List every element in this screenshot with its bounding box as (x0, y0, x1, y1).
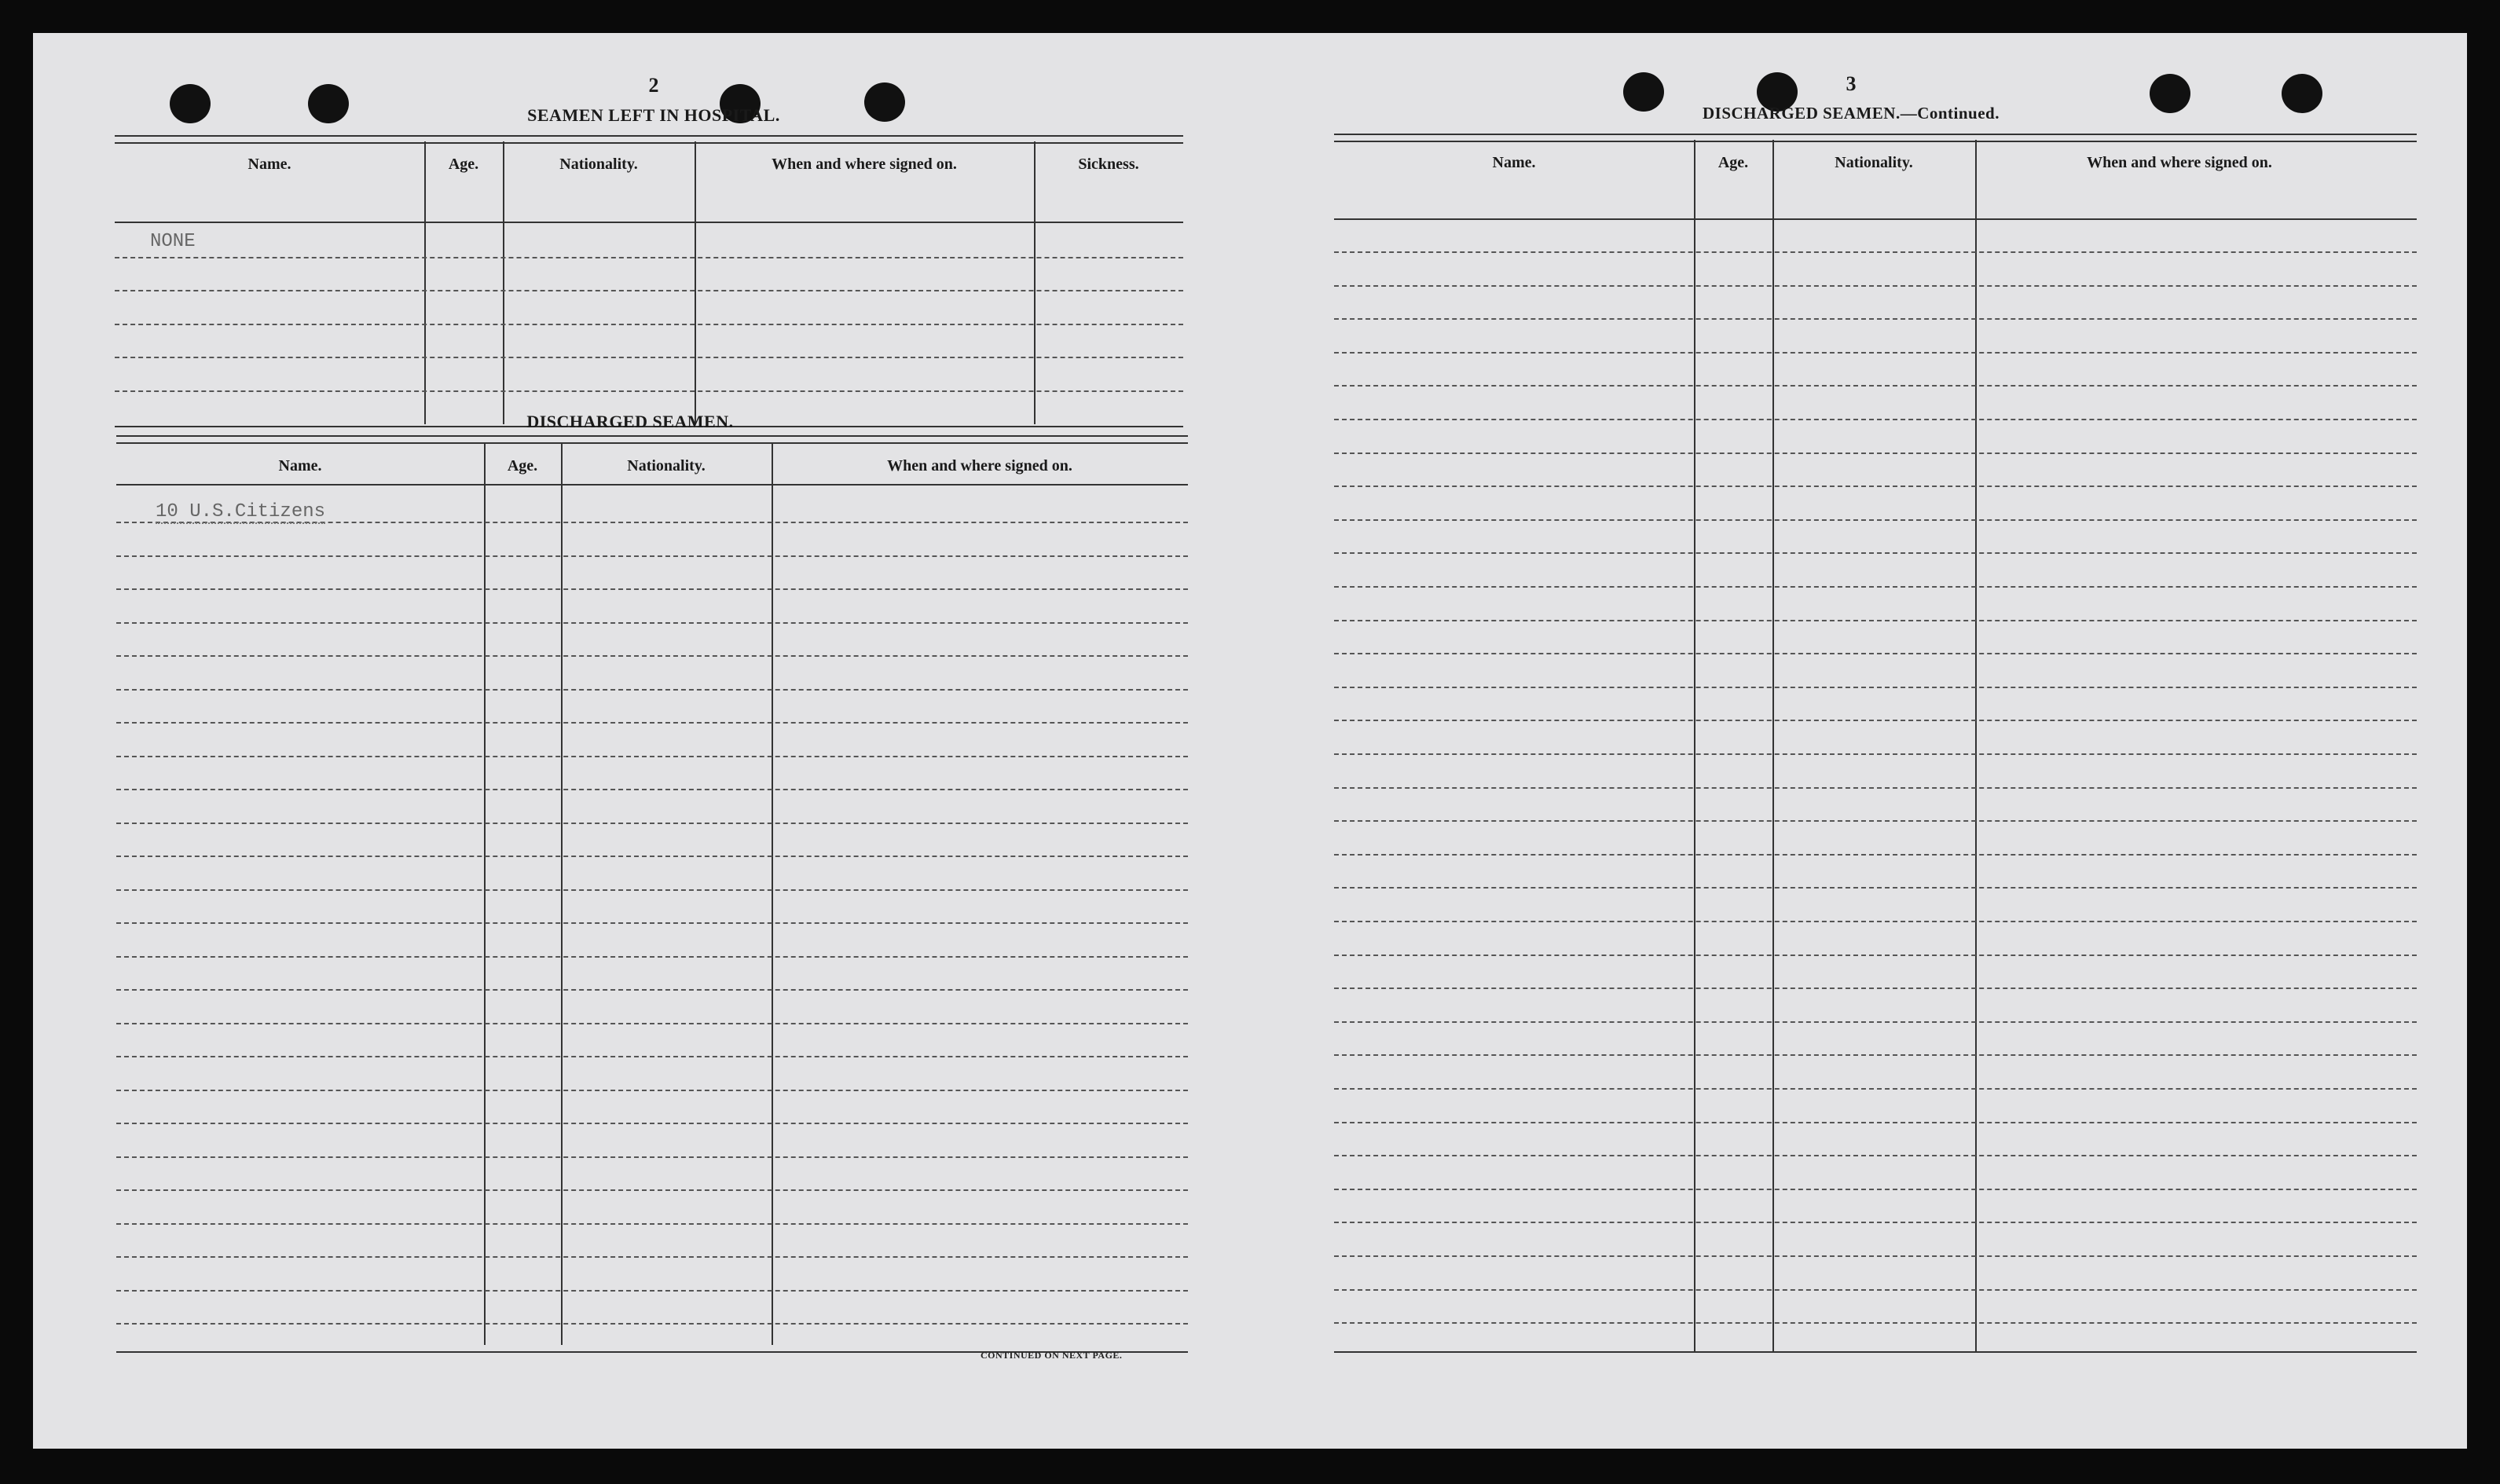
punch-hole (308, 84, 349, 123)
ruled-line (1334, 955, 2417, 956)
ruled-line (116, 756, 1188, 757)
col-header-name: Name. (1492, 154, 1536, 171)
ruled-line (1334, 887, 2417, 889)
ruled-line (116, 722, 1188, 724)
ruled-line (116, 1189, 1188, 1191)
ruled-line (116, 1123, 1188, 1124)
ruled-line (1334, 687, 2417, 688)
hospital-section-title: SEAMEN LEFT IN HOSPITAL. (527, 105, 780, 125)
ruled-line (116, 1256, 1188, 1258)
ruled-line (1334, 1155, 2417, 1156)
ruled-line (116, 622, 1188, 624)
ruled-line (116, 1323, 1188, 1325)
discharged-section-title: DISCHARGED SEAMEN. (526, 412, 734, 431)
ruled-line (1334, 753, 2417, 755)
col-header-age: Age. (507, 457, 538, 475)
col-header-nationality: Nationality. (1835, 154, 1913, 171)
discharged-continued-table (1334, 134, 2417, 1391)
ruled-line (1334, 1189, 2417, 1190)
ruled-line (1334, 318, 2417, 320)
ruled-line (116, 655, 1188, 657)
ruled-line (1334, 419, 2417, 420)
col-header-signed-on: When and where signed on. (2087, 154, 2272, 171)
ruled-line (116, 1223, 1188, 1225)
ruled-line (1334, 921, 2417, 922)
ruled-line (1334, 1088, 2417, 1090)
ruled-line (116, 1290, 1188, 1292)
ruled-line (1334, 854, 2417, 856)
discharged-entry: 10 U.S.Citizens (156, 501, 326, 522)
col-header-name: Name. (247, 156, 291, 173)
col-header-sickness: Sickness. (1078, 156, 1139, 173)
col-header-nationality: Nationality. (627, 457, 706, 475)
col-header-signed-on: When and where signed on. (887, 457, 1072, 475)
ruled-line (116, 1090, 1188, 1091)
ruled-line (116, 789, 1188, 790)
page-number-left: 2 (648, 74, 659, 97)
ruled-line (116, 588, 1188, 590)
ruled-line (1334, 1322, 2417, 1324)
ruled-line (1334, 787, 2417, 789)
document-spread (33, 33, 2467, 1449)
continued-footer: CONTINUED ON NEXT PAGE. (981, 1350, 1123, 1361)
ruled-line (1334, 385, 2417, 387)
ruled-line (1334, 653, 2417, 654)
hospital-entry: NONE (150, 231, 196, 252)
ruled-line (116, 555, 1188, 557)
punch-hole (170, 84, 211, 123)
col-header-nationality: Nationality. (559, 156, 638, 173)
ruled-line (1334, 552, 2417, 554)
ruled-line (116, 1023, 1188, 1024)
ruled-line (116, 689, 1188, 691)
ruled-line (1334, 720, 2417, 721)
ruled-line (116, 1056, 1188, 1057)
ruled-line (1334, 1222, 2417, 1223)
ruled-line (1334, 1021, 2417, 1023)
ruled-line (1334, 453, 2417, 454)
ruled-line (1334, 586, 2417, 588)
ruled-line (116, 889, 1188, 891)
col-header-age: Age. (448, 156, 479, 173)
ruled-line (1334, 1122, 2417, 1123)
ruled-line (1334, 1255, 2417, 1257)
col-header-signed-on: When and where signed on. (772, 156, 957, 173)
punch-hole (2150, 74, 2190, 113)
ruled-line (1334, 486, 2417, 487)
ruled-line (1334, 1054, 2417, 1056)
punch-hole (2282, 74, 2322, 113)
ruled-line (1334, 620, 2417, 621)
hospital-table (115, 135, 1183, 434)
ruled-line (1334, 988, 2417, 989)
col-header-name: Name. (278, 457, 322, 475)
ruled-line (1334, 285, 2417, 287)
ruled-line (116, 1156, 1188, 1158)
ruled-line (116, 922, 1188, 924)
ruled-line (1334, 519, 2417, 521)
ruled-line (1334, 1289, 2417, 1291)
discharged-continued-title: DISCHARGED SEAMEN.—Continued. (1703, 104, 2000, 123)
ruled-line (116, 823, 1188, 824)
ruled-line (1334, 820, 2417, 822)
col-header-age: Age. (1717, 154, 1749, 171)
ruled-line (116, 989, 1188, 991)
page-number-right: 3 (1846, 72, 1857, 95)
ruled-line (116, 956, 1188, 958)
ruled-line (1334, 251, 2417, 253)
discharged-table (116, 435, 1188, 1378)
ruled-line (116, 856, 1188, 857)
ruled-line (1334, 352, 2417, 354)
